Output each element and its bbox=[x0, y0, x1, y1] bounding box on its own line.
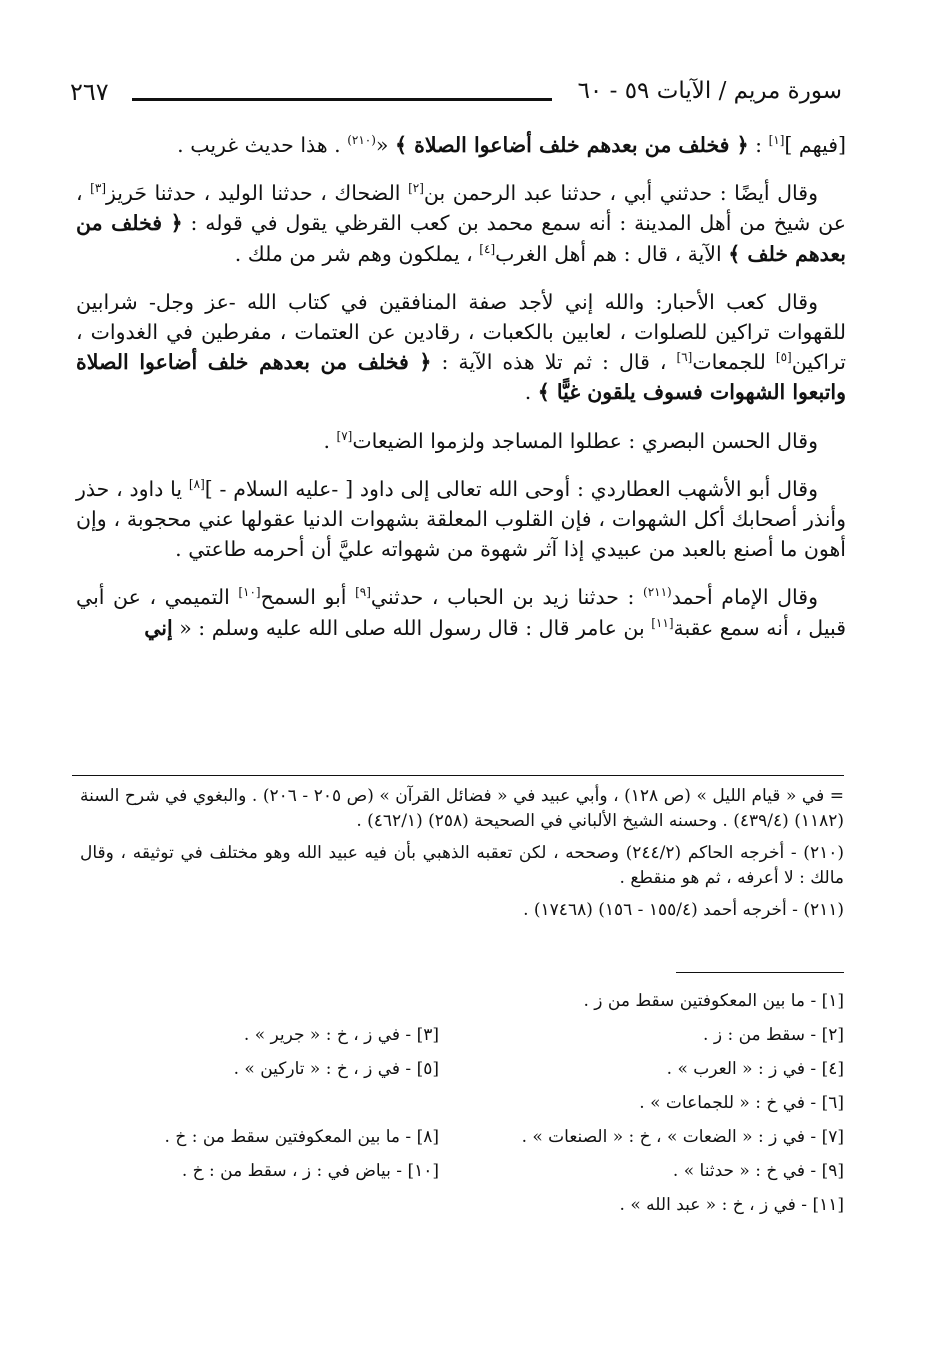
surah-title: سورة مريم / الآيات ٥٩ - ٦٠ bbox=[577, 78, 842, 104]
paragraph: وقال الحسن البصري : عطلوا المساجد ولزموا الضيعات[٧] . bbox=[323, 428, 818, 453]
paragraph: وقال كعب الأحبار: والله إني لأجد صفة المنافقين في كتاب الله -عز وجل- شرابين للقهوات تراكين للصلوات ، لعابين بالكعبات ، رقادين عن العتمات ، مفرطين في الغدوات ، تراكين[٥] للجمعات[٦] ، قال : ثم تلا هذه الآية : ﴿ فخلف من بعدهم خلف أضاعوا الصلاة واتبعوا الشهوات فسوف يلقون غيًّا ﴾ . bbox=[76, 289, 846, 405]
variant-notes bbox=[110, 984, 844, 1222]
header-rule bbox=[132, 98, 552, 101]
variant-note: [٣] - في ز ، خ : « جرير » . bbox=[243, 1025, 439, 1045]
footnote: (٢١٠) - أخرجه الحاكم (٢٤٤/٢) وصححه ، لكن تعقبه الذهبي بأن فيه عبيد الله وهو مختلف في توثيقه ، وقال مالك : لا أعرفه ، ثم هو منقطع . bbox=[80, 843, 844, 888]
variant-note: [١١] - في ز ، خ : « عبد الله » . bbox=[619, 1195, 844, 1215]
footnote: (٢١١) - أخرجه أحمد (١٥٥/٤ - ١٥٦) (١٧٤٦٨) . bbox=[523, 900, 844, 920]
page-header bbox=[70, 78, 842, 112]
variant-note-row bbox=[110, 1018, 844, 1052]
variant-notes-separator bbox=[676, 972, 844, 973]
footnote: = في « قيام الليل » (ص ١٢٨) ، وأبي عبيد في « فضائل القرآن » (ص ٢٠٥ - ٢٠٦) . والبغوي في شرح السنة (١١٨٢) (٤٣٩/٤) . وحسنه الشيخ الألباني في الصحيحة (٢٥٨) (٤٦٢/١) . bbox=[80, 786, 844, 831]
main-text bbox=[76, 130, 846, 661]
variant-note: [١] - ما بين المعكوفتين سقط من ز . bbox=[583, 991, 844, 1011]
paragraph: وقال أبو الأشهب العطاردي : أوحى الله تعالى إلى داود [ -عليه السلام - ][٨] يا داود ، حذر وأنذر أصحابك أكل الشهوات ، فإن القلوب المعلقة بشهوات الدنيا عقولها عني محجوبة ، وإن أهون ما أصنع بالعبد من عبيدي إذا آثر شهوة من شهواته عليَّ أن أحرمه طاعتي . bbox=[76, 476, 846, 562]
variant-note-row bbox=[110, 1120, 844, 1154]
variant-note-row bbox=[110, 1188, 844, 1222]
variant-note-row bbox=[110, 1052, 844, 1086]
page-number: ٢٦٧ bbox=[70, 78, 109, 106]
variant-note-row bbox=[110, 1086, 844, 1120]
paragraph: وقال الإمام أحمد$^{(٢١١)}$ : حدثنا زيد بن الحباب ، حدثني[٩] أبو السمح[١٠] التميمي ، عن أبي قبيل ، أنه سمع عقبة[١١] بن عامر قال : قال رسول الله صلى الله عليه وسلم : « إني bbox=[76, 585, 846, 640]
paragraph: وقال أيضًا : حدثني أبي ، حدثنا عبد الرحمن بن[٢] الضحاك ، حدثنا الوليد ، حدثنا حَريز[٣] ، عن شيخ من أهل المدينة : أنه سمع محمد بن كعب القرظي يقول في قوله : ﴿ فخلف من بعدهم خلف ﴾ الآية ، قال : هم أهل الغرب[٤] ، يملكون وهم شر من ملك . bbox=[76, 181, 847, 266]
variant-note: [٤] - في ز : « العرب » . bbox=[666, 1059, 844, 1079]
variant-note: [٨] - ما بين المعكوفتين سقط من : خ . bbox=[164, 1127, 439, 1147]
paragraph: [فيهم ][١] : ﴿ فخلف من بعدهم خلف أضاعوا الصلاة ﴾ «$^{(٢١٠)}$ . هذا حديث غريب . bbox=[177, 133, 846, 157]
footnote-separator bbox=[72, 775, 844, 776]
variant-note: [٦] - في خ : « للجماعات » . bbox=[639, 1093, 844, 1113]
variant-note: [١٠] - بياض في : ز ، سقط من : خ . bbox=[181, 1161, 439, 1181]
footnotes bbox=[80, 784, 844, 930]
variant-note: [٥] - في ز ، خ : « تاركين » . bbox=[233, 1059, 439, 1079]
variant-note: [٧] - في ز : « الضعات » ، خ : « الصنعات » . bbox=[521, 1127, 844, 1147]
variant-note-row bbox=[110, 1154, 844, 1188]
variant-note-row bbox=[110, 984, 844, 1018]
variant-note: [٩] - في خ : « حدثنا » . bbox=[672, 1161, 844, 1181]
variant-note: [٢] - سقط من : ز . bbox=[703, 1025, 844, 1045]
